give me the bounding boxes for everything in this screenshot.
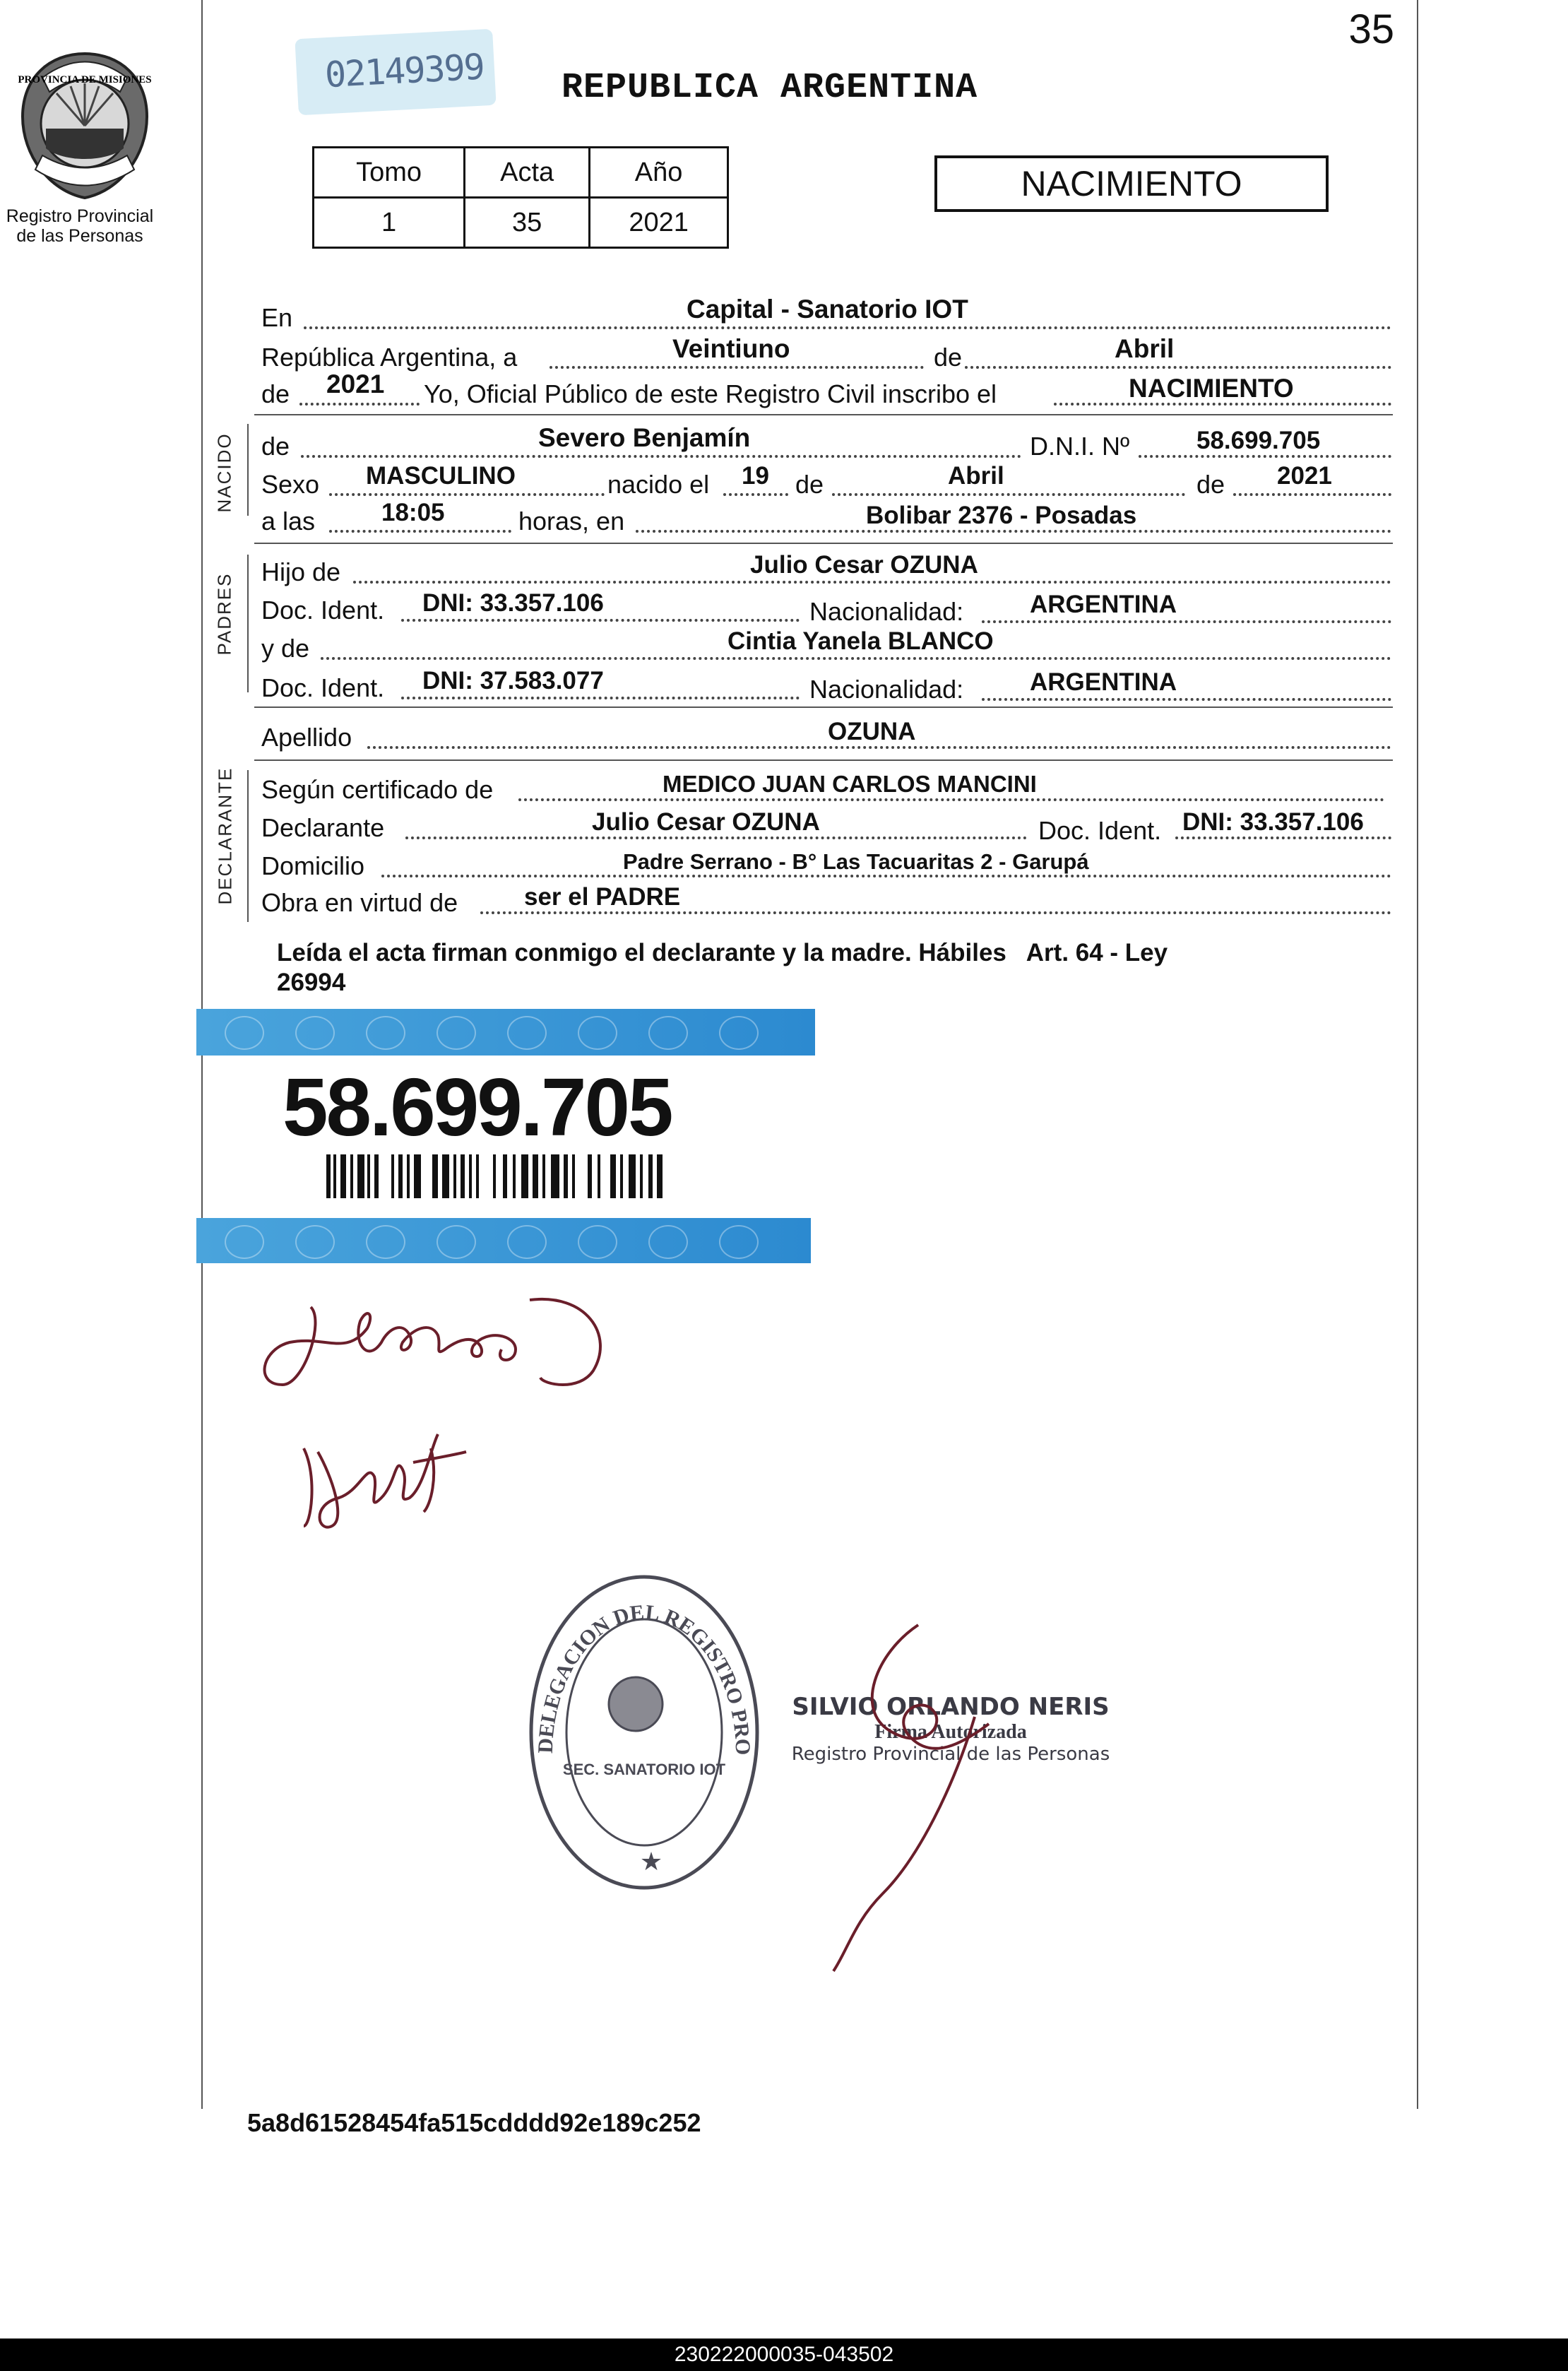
control-stamp: [295, 29, 496, 116]
value-nombre: Severo Benjamín: [538, 423, 751, 452]
officer-signature: [777, 1611, 1017, 1978]
tomo-header: Tomo: [314, 148, 465, 198]
value-madre-nac: ARGENTINA: [1030, 668, 1177, 696]
value-anio-nac: 2021: [1277, 462, 1332, 490]
act-type-box: [934, 155, 1329, 212]
anio-value: 2021: [590, 198, 728, 248]
id-number: 58.699.705: [283, 1061, 672, 1153]
label-declarante: Declarante: [261, 813, 385, 842]
label-apellido: Apellido: [261, 723, 352, 752]
value-apellido: OZUNA: [828, 718, 916, 745]
value-declarante-dni: DNI: 33.357.106: [1182, 808, 1364, 836]
barcode: [326, 1154, 665, 1198]
logo-caption-line1: Registro Provincial: [6, 206, 154, 226]
anio-header: Año: [590, 148, 728, 198]
side-label-declarante: DECLARANTE: [214, 767, 236, 905]
seal-inner-text: SEC. SANATORIO IOT: [562, 1761, 726, 1778]
value-dni: 58.699.705: [1196, 427, 1321, 454]
label-domicilio: Domicilio: [261, 851, 365, 880]
side-label-nacido: NACIDO: [213, 432, 235, 513]
value-acto: NACIMIENTO: [1129, 374, 1294, 403]
declarant-signature: [261, 1279, 629, 1420]
seal-ring-text: DELEGACION DEL REGISTRO PRO: [533, 1600, 755, 1756]
value-hora: 18:05: [381, 499, 445, 526]
value-domicilio: Padre Serrano - B° Las Tacuaritas 2 - Garupá: [623, 849, 1089, 874]
footer-bar: [0, 2339, 1568, 2371]
acta-value: 35: [465, 198, 590, 248]
label-de3: de: [1196, 470, 1225, 499]
label-de-nombre: de: [261, 432, 290, 461]
value-sexo: MASCULINO: [366, 462, 516, 490]
logo-ring-text: PROVINCIA DE MISIONES: [18, 74, 152, 85]
label-yo: Yo, Oficial Público de este Registro Civil inscribo el: [424, 379, 997, 408]
value-certificado: MEDICO JUAN CARLOS MANCINI: [663, 771, 1037, 797]
id-label-band-top: [196, 1009, 815, 1056]
label-sexo: Sexo: [261, 470, 320, 499]
id-label-band-bottom: [196, 1218, 811, 1263]
value-dia: 19: [742, 462, 769, 490]
document-hash: 5a8d61528454fa515cdddd92e189c252: [247, 2108, 701, 2137]
label-segun: Según certificado de: [261, 775, 494, 804]
label-nacido-el: nacido el: [607, 470, 710, 499]
value-lugar: Capital - Sanatorio IOT: [687, 295, 968, 324]
value-padre: Julio Cesar OZUNA: [750, 551, 978, 579]
label-horas-en: horas, en: [518, 507, 625, 536]
value-mes: Abril: [1115, 334, 1175, 363]
label-nacionalidad-padre: Nacionalidad:: [809, 597, 964, 626]
label-y-de: y de: [261, 634, 310, 663]
official-seal: [524, 1570, 764, 1895]
label-de-mes: de: [934, 343, 963, 372]
officer-name: SILVIO ORLANDO NERIS: [792, 1693, 1110, 1721]
footer-code: 230222000035-043502: [674, 2343, 894, 2366]
mother-signature: [290, 1420, 487, 1540]
control-number: 02149399: [323, 46, 485, 96]
signing-note-line2: 26994: [277, 969, 346, 996]
value-padre-nac: ARGENTINA: [1030, 591, 1177, 618]
side-label-padres: PADRES: [213, 572, 235, 656]
label-nacionalidad-madre: Nacionalidad:: [809, 675, 964, 704]
logo-caption: [0, 206, 160, 246]
register-table: [312, 146, 729, 249]
value-domicilio-nac: Bolibar 2376 - Posadas: [866, 502, 1137, 529]
value-madre: Cintia Yanela BLANCO: [727, 627, 994, 655]
value-padre-dni: DNI: 33.357.106: [422, 589, 604, 617]
label-obra: Obra en virtud de: [261, 888, 458, 917]
value-anio: 2021: [326, 369, 385, 398]
label-en: En: [261, 303, 293, 332]
signing-note: [277, 938, 1379, 998]
value-obra: ser el PADRE: [524, 883, 681, 911]
label-a-las: a las: [261, 507, 316, 536]
label-doc-ident-padre: Doc. Ident.: [261, 596, 385, 625]
value-dia-letras: Veintiuno: [672, 334, 790, 363]
label-hijo-de: Hijo de: [261, 557, 341, 586]
label-de2: de: [795, 470, 824, 499]
acta-header: Acta: [465, 148, 590, 198]
label-republica: República Argentina, a: [261, 343, 518, 372]
officer-role: Firma Autorizada: [874, 1721, 1027, 1743]
label-doc-ident-declarante: Doc. Ident.: [1038, 816, 1162, 845]
page-number: 35: [1348, 6, 1394, 52]
value-mes-nac: Abril: [948, 462, 1004, 490]
seal-star-icon: ★: [639, 1847, 663, 1876]
label-de-anio: de: [261, 379, 290, 408]
label-dni: D.N.I. Nº: [1030, 432, 1130, 461]
document-title: REPUBLICA ARGENTINA: [562, 68, 978, 108]
tomo-value: 1: [314, 198, 465, 248]
officer-office: Registro Provincial de las Personas: [791, 1744, 1110, 1765]
label-doc-ident-madre: Doc. Ident.: [261, 673, 385, 702]
province-logo: [14, 49, 155, 201]
signing-note-line1: Leída el acta firman conmigo el declarante y la madre. Hábiles Art. 64 - Ley: [277, 939, 1168, 966]
value-declarante: Julio Cesar OZUNA: [592, 808, 820, 836]
logo-caption-line2: de las Personas: [16, 226, 143, 246]
act-type: NACIMIENTO: [1021, 164, 1242, 203]
value-madre-dni: DNI: 37.583.077: [422, 667, 604, 694]
